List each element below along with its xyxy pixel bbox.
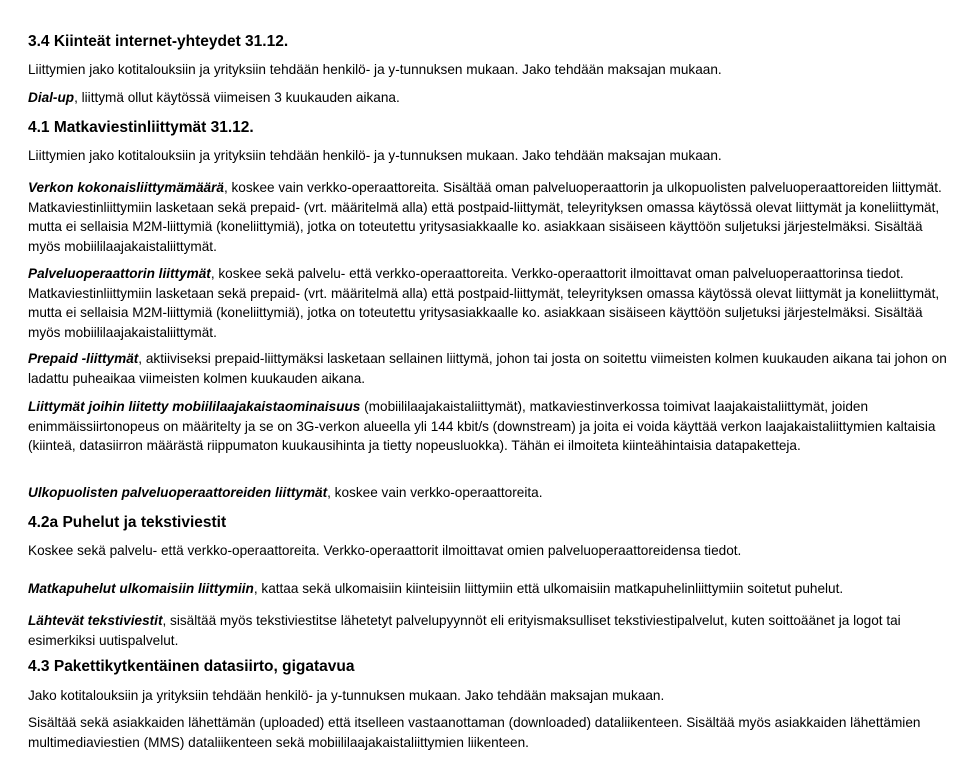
defined-term: Dial-up (28, 90, 75, 105)
definition-text: , koskee vain verkko-operaattoreita. Sisältää oman palveluoperaattorin ja ulkopuolisten palveluoperaattoreiden liittymät. Matkaviestinliittymiin lasketaan sekä prepaid- (vrt. määritelmä alla) että postpaid-liittymät, teleyrityksen omassa käytössä olevat liittymät ja koneliittymät, mutta ei sellaisia M2M-liittymiä (koneliittymiä), jotka on toteutettu yritysasiakkaalle ko. asiakkaan sisäiseen käyttöön suljetuksi järjestelmäksi. Sisältää myös mobiililaajakaistaliittymät. (28, 180, 942, 255)
defined-term: Palveluoperaattorin liittymät (28, 266, 211, 281)
defined-term: Prepaid -liittymät (28, 351, 139, 366)
paragraph-text: Jako kotitalouksiin ja yrityksiin tehdään henkilö- ja y-tunnuksen mukaan. Jako tehdään maksajan mukaan. (28, 688, 665, 703)
defined-term: Verkon kokonaisliittymämäärä (28, 180, 224, 195)
definition-outgoing-sms (28, 611, 950, 650)
paragraph-text: Liittymien jako kotitalouksiin ja yrityksiin tehdään henkilö- ja y-tunnuksen mukaan. Jako tehdään maksajan mukaan. (28, 62, 722, 77)
section-heading: 3.4 Kiinteät internet-yhteydet 31.12. (28, 33, 289, 50)
paragraph (28, 686, 950, 706)
definition-text: , sisältää myös tekstiviestitse lähetetyt palvelupyynnöt eli erityismaksulliset tekstiviestipalvelut, kuten soittoäänet ja logot tai esimerkiksi uutispalvelut. (28, 613, 901, 648)
definition-foreign-calls (28, 579, 950, 599)
definition-text: , koskee sekä palvelu- että verkko-operaattoreita. Verkko-operaattorit ilmoittavat oman palveluoperaattorinsa tiedot. Matkaviestinliittymiin lasketaan sekä prepaid- (vrt. määritelmä alla) että postpaid-liittymät, teleyrityksen omassa käytössä olevat liittymät ja koneliittymät, mutta ei sellaisia M2M-liittymiä (koneliittymiä), jotka on toteutettu yritysasiakkaalle ko. asiakkaan sisäiseen käyttöön suljetuksi järjestelmäksi. Sisältää myös mobiililaajakaistaliittymät. (28, 266, 940, 341)
definition-text: , koskee vain verkko-operaattoreita. (327, 485, 543, 500)
paragraph (28, 146, 950, 166)
definition-text: (mobiililaajakaistaliittymät), matkaviestinverkossa toimivat laajakaistaliittymät, joiden enimmäissiirtonopeus on määritelty ja se on 3G-verkon alueella yli 144 kbit/s (downstream) ja joita ei voida käyttää verkon laajakaistaliittymien kaltaisia (kiinteä, datasiirron määrästä riippumaton kuukausihinta ja tietty nopeusluokka). Tähän ei ilmoiteta kiinteähintaisia datapaketteja. (28, 399, 936, 454)
definition-dialup (28, 88, 950, 108)
paragraph-text: Koskee sekä palvelu- että verkko-operaattoreita. Verkko-operaattorit ilmoittavat omien palveluoperaattoreidensa tiedot. (28, 543, 742, 558)
definition-text: , kattaa sekä ulkomaisiin kiinteisiin liittymiin että ulkomaisiin matkapuhelinliittymiin soitetut puhelut. (253, 581, 844, 596)
definition-mobile-broadband (28, 397, 950, 456)
section-heading: 4.2a Puhelut ja tekstiviestit (28, 514, 227, 531)
defined-term: Ulkopuolisten palveluoperaattoreiden liittymät (28, 485, 328, 500)
defined-term: Liittymät joihin liitetty mobiililaajakaistaominaisuus (28, 399, 361, 414)
definition-external-operators (28, 483, 950, 503)
paragraph (28, 713, 950, 752)
definition-text: , liittymä ollut käytössä viimeisen 3 kuukauden aikana. (74, 90, 400, 105)
section-heading: 4.3 Pakettikytkentäinen datasiirto, gigatavua (28, 658, 355, 675)
definition-prepaid (28, 349, 950, 388)
section-4-1 (28, 118, 950, 138)
defined-term: Matkapuhelut ulkomaisiin liittymiin (28, 581, 254, 596)
paragraph-text: Sisältää sekä asiakkaiden lähettämän (uploaded) että itselleen vastaanottaman (downloaded) dataliikenteen. Sisältää myös asiakkaiden lähettämien multimediaviestien (MMS) dataliikenteen sekä mobiililaajakaistaliittymien liikenteen. (28, 715, 921, 750)
paragraph (28, 60, 950, 80)
section-4-3 (28, 657, 950, 677)
definition-text: , aktiiviseksi prepaid-liittymäksi lasketaan sellainen liittymä, johon tai josta on soitettu viimeisten kolmen kuukauden aikana tai johon on ladattu puheaikaa viimeisten kolmen kuukauden aikana. (28, 351, 947, 386)
definition-service-operator (28, 264, 950, 343)
section-heading: 4.1 Matkaviestinliittymät 31.12. (28, 119, 254, 136)
definition-total-subscriptions (28, 178, 950, 257)
defined-term: Lähtevät tekstiviestit (28, 613, 163, 628)
paragraph-text: Liittymien jako kotitalouksiin ja yrityksiin tehdään henkilö- ja y-tunnuksen mukaan. Jako tehdään maksajan mukaan. (28, 148, 722, 163)
section-4-2a (28, 513, 950, 533)
paragraph (28, 541, 950, 561)
section-3-4 (28, 32, 950, 52)
